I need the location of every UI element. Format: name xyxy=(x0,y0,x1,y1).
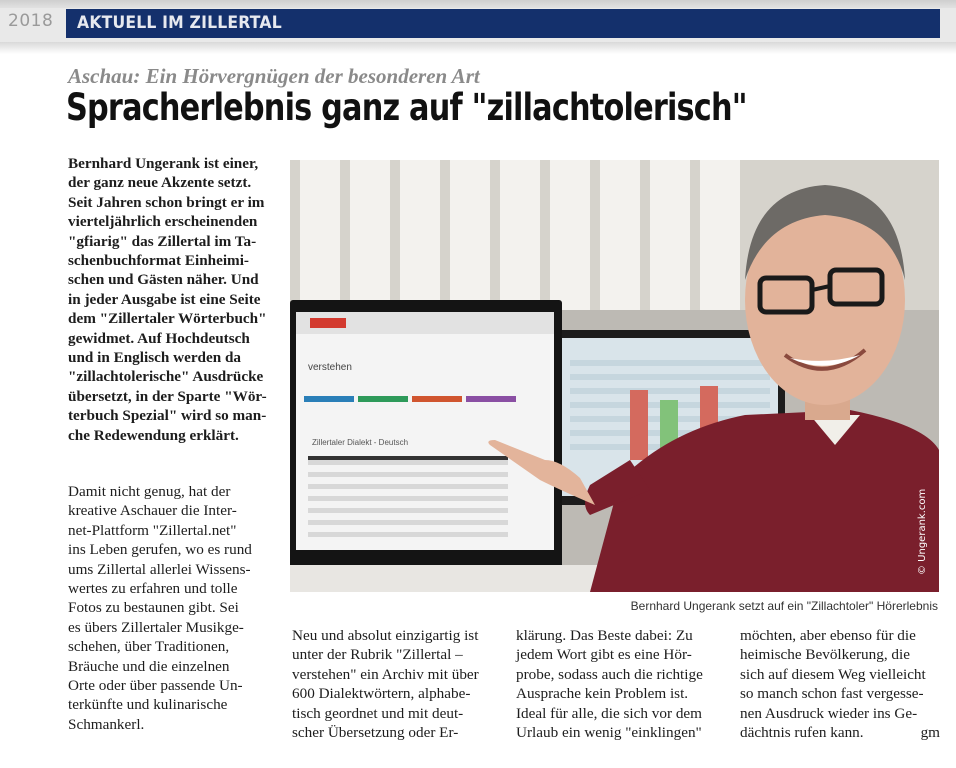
text-line: ins Leben gerufen, wo es rund xyxy=(68,541,252,559)
text-line: dem "Zillertaler Wörterbuch" xyxy=(68,310,267,328)
text-line: übersetzt, in der Sparte "Wör- xyxy=(68,387,267,405)
text-line: in jeder Ausgabe ist eine Seite xyxy=(68,290,261,308)
text-line: "zillachtolerische" Ausdrücke xyxy=(68,368,264,386)
text-line: Ausprache kein Problem ist. xyxy=(516,685,689,703)
text-line: und in Englisch werden da xyxy=(68,349,242,367)
text-line: jedem Wort gibt es eine Hör- xyxy=(516,646,692,664)
text-line: Seit Jahren schon bringt er im xyxy=(68,193,265,211)
page-number: 2018 xyxy=(8,11,54,31)
text-line: gewidmet. Auf Hochdeutsch xyxy=(68,329,250,347)
text-line: heimische Bevölkerung, die xyxy=(740,646,910,664)
text-line: Damit nicht genug, hat der xyxy=(68,483,231,500)
column-3 xyxy=(516,626,716,742)
section-label: AKTUELL IM ZILLERTAL xyxy=(66,9,940,38)
text-line: Urlaub ein wenig "einklingen" xyxy=(516,724,702,742)
text-line: nen Ausdruck wieder ins Ge- xyxy=(740,704,918,722)
text-line: dächtnis rufen kann. xyxy=(740,724,864,742)
author-signoff: gm xyxy=(920,724,940,742)
text-line: terbuch Spezial" wird so man- xyxy=(68,407,267,425)
photo-caption: Bernhard Ungerank setzt auf ein "Zillachtoler" Hörerlebnis xyxy=(630,599,938,613)
text-line: che Redewendung erklärt. xyxy=(68,426,239,444)
text-line: kreative Aschauer die Inter- xyxy=(68,502,237,520)
article-photo xyxy=(290,160,939,592)
text-line: scher Übersetzung oder Er- xyxy=(292,724,459,742)
article-headline: Spracherlebnis ganz auf "zillachtolerisch" xyxy=(66,86,747,129)
header-shadow xyxy=(0,42,956,54)
text-line: Orte oder über passende Un- xyxy=(68,677,243,695)
article-kicker: Aschau: Ein Hörvergnügen der besonderen Art xyxy=(68,64,480,88)
column-1-body xyxy=(68,482,268,734)
text-line: schen und Gästen näher. Und xyxy=(68,271,259,289)
text-line: Schmankerl. xyxy=(68,715,145,733)
text-line: net-Plattform "Zillertal.net" xyxy=(68,521,237,539)
text-line: "gfiarig" das Zillertal im Ta- xyxy=(68,232,257,250)
text-line: der ganz neue Akzente setzt. xyxy=(68,174,252,192)
column-4 xyxy=(740,626,940,742)
photo-credit: © Ungerank.com xyxy=(917,488,928,575)
text-line: ums Zillertal allerlei Wissens- xyxy=(68,560,251,578)
text-line: 600 Dialektwörtern, alphabe- xyxy=(292,685,471,703)
text-line: probe, sodass auch die richtige xyxy=(516,665,703,683)
text-line: sich auf diesem Weg vielleicht xyxy=(740,665,926,683)
text-line: Bräuche und die einzelnen xyxy=(68,657,230,675)
screen-title: verstehen xyxy=(308,362,352,373)
text-line: es übers Zillertaler Musikge- xyxy=(68,618,244,636)
text-line: Fotos zu bestaunen gibt. Sei xyxy=(68,599,239,617)
column-1-intro xyxy=(68,154,268,445)
text-line: wertes zu erfahren und tolle xyxy=(68,580,238,598)
column-2 xyxy=(292,626,492,742)
screen-heading: Zillertaler Dialekt - Deutsch xyxy=(312,438,409,447)
text-line: unter der Rubrik "Zillertal – xyxy=(292,646,463,664)
text-line: Ideal für alle, die sich vor dem xyxy=(516,704,702,722)
text-line: vierteljährlich erscheinenden xyxy=(68,213,258,231)
text-line: möchten, aber ebenso für die xyxy=(740,627,916,644)
text-line: terkünfte und kulinarische xyxy=(68,696,228,714)
text-line: so manch schon fast vergesse- xyxy=(740,685,924,703)
text-line: Bernhard Ungerank ist einer, xyxy=(68,155,259,172)
text-line: tisch geordnet und mit deut- xyxy=(292,704,464,722)
text-line: schehen, über Traditionen, xyxy=(68,638,230,656)
text-line: Neu und absolut einzigartig ist xyxy=(292,627,479,644)
text-line: verstehen" ein Archiv mit über xyxy=(292,665,479,683)
text-line: schenbuchformat Einheimi- xyxy=(68,252,249,270)
text-line: klärung. Das Beste dabei: Zu xyxy=(516,627,693,644)
